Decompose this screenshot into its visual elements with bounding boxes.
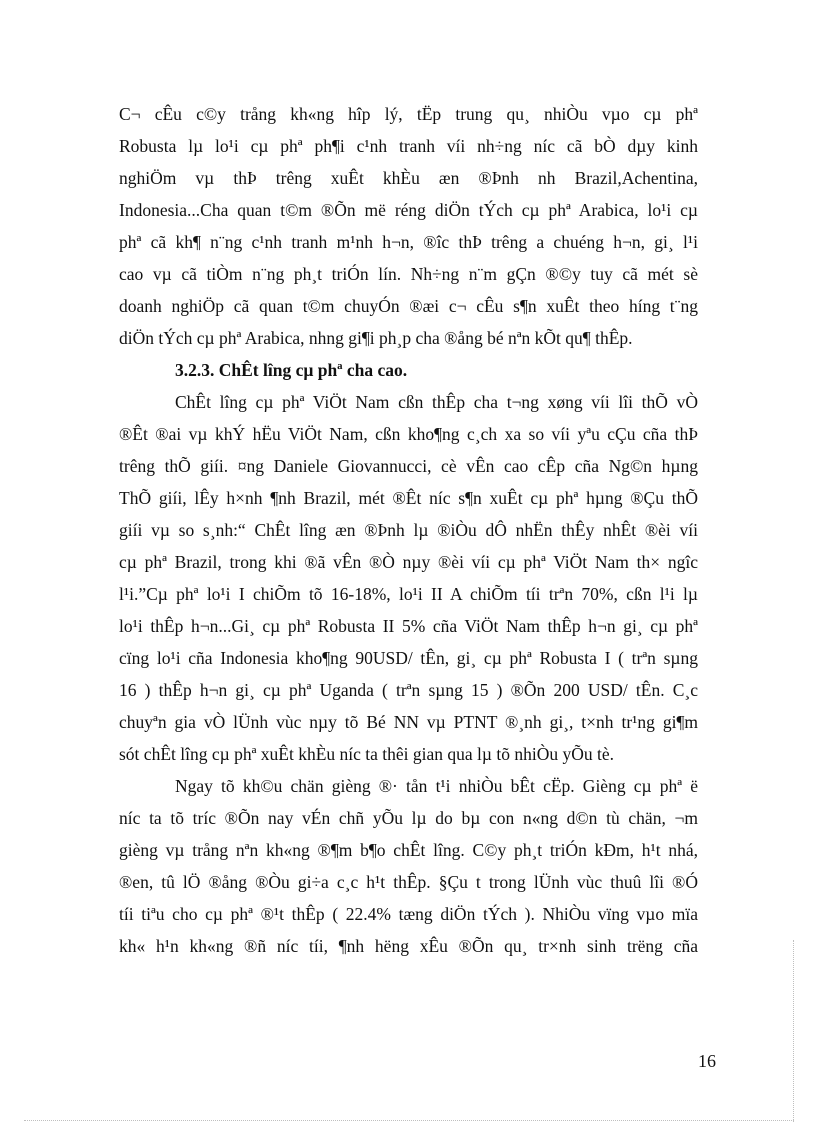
page-number: 16 [698,1051,716,1071]
text-line-3: nghiÖm vµ thÞ trêng xuÊt khÈu æn ®Þnh nh Brazil,Achentina, [119,168,698,188]
text-line-21: sót chÊt lîng cµ phª xuÊt khÈu níc ta thêi gian qua lµ tõ nhiÒu yÕu tè. [119,744,614,764]
text-line-5: phª cã kh¶ n¨ng c¹nh tranh m¹nh h¬n, ®îc thÞ trêng a chuéng h¬n, gi¸ l¹i [119,232,698,252]
text-line-16: l¹i.”Cµ phª lo¹i I chiÕm tõ 16-18%, lo¹i II A chiÕm tíi trªn 70%, cßn l¹i lµ [119,584,698,604]
text-line-18: cïng lo¹i cña Indonesia kho¶ng 90USD/ tÊn, gi¸ cµ phª Robusta I ( trªn sµng [119,648,698,668]
text-line-4: Indonesia...Cha quan t©m ®Õn më réng diÖn tÝch cµ phª Arabica, lo¹i cµ [119,200,698,220]
text-line-14: giíi vµ so s¸nh:“ ChÊt lîng æn ®Þnh lµ ®iÒu dÔ nhËn thÊy nhÊt ®èi víi [119,520,698,540]
text-line-15: cµ phª Brazil, trong khi ®ã vÊn ®Ò nµy ®èi víi cµ phª ViÖt Nam th× ngîc [119,552,698,572]
text-line-22: Ngay tõ kh©u chän gièng ®· tån t¹i nhiÒu bÊt cËp. Gièng cµ phª ë [175,776,698,796]
text-line-8: diÖn tÝch cµ phª Arabica, nhng gi¶i ph¸p cha ®ång bé nªn kÕt qu¶ thÊp. [119,328,633,348]
text-line-6: cao vµ cã tiÒm n¨ng ph¸t triÓn lín. Nh÷ng n¨m gÇn ®©y tuy cã mét sè [119,264,698,284]
text-line-25: ®en, tû lÖ ®ång ®Òu gi÷a c¸c h¹t thÊp. §Çu t trong lÜnh vùc thuû lîi ®Ó [119,872,698,892]
text-line-27: kh« h¹n kh«ng ®ñ níc tíi, ¶nh hëng xÊu ®Õn qu¸ tr×nh sinh trëng cña [119,936,698,956]
page-bottom-rule [24,1120,794,1121]
text-line-23: níc ta tõ tríc ®Õn nay vÉn chñ yÕu lµ do bµ con n«ng d©n tù chän, ¬m [119,808,698,828]
text-line-2: Robusta lµ lo¹i cµ phª ph¶i c¹nh tranh víi nh÷ng níc cã bÒ dµy kinh [119,136,698,156]
text-line-17: lo¹i thÊp h¬n...Gi¸ cµ phª Robusta II 5% cña ViÖt Nam thÊp h¬n gi¸ cµ phª [119,616,698,636]
text-line-20: chuyªn gia vÒ lÜnh vùc nµy tõ Bé NN vµ PTNT ®¸nh gi¸, t×nh tr¹ng gi¶m [119,712,698,732]
text-line-1: C¬ cÊu c©y trång kh«ng hîp lý, tËp trung qu¸ nhiÒu vµo cµ phª [119,104,698,124]
text-line-12: trêng thÕ giíi. ¤ng Daniele Giovannucci, cè vÊn cao cÊp cña Ng©n hµng [119,456,698,476]
text-line-13: ThÕ giíi, lÊy h×nh ¶nh Brazil, mét ®Êt níc s¶n xuÊt cµ phª hµng ®Çu thÕ [119,488,698,508]
text-line-7: doanh nghiÖp cã quan t©m chuyÓn ®æi c¬ cÊu s¶n xuÊt theo híng t¨ng [119,296,698,316]
text-line-19: 16 ) thÊp h¬n gi¸ cµ phª Uganda ( trªn sµng 15 ) ®Õn 200 USD/ tÊn. C¸c [119,680,698,700]
text-line-10: ChÊt lîng cµ phª ViÖt Nam cßn thÊp cha t¬ng xøng víi lîi thÕ vÒ [175,392,698,412]
text-line-11: ®Êt ®ai vµ khÝ hËu ViÖt Nam, cßn kho¶ng c¸ch xa so víi yªu cÇu cña thÞ [119,424,698,444]
page-right-rule [793,940,794,1122]
section-heading: 3.2.3. ChÊt lîng cµ phª cha cao. [175,360,408,380]
text-line-26: tíi tiªu cho cµ phª ®¹t thÊp ( 22.4% tæng diÖn tÝch ). NhiÒu vïng vµo mïa [119,904,698,924]
text-line-24: gièng vµ trång nªn kh«ng ®¶m b¶o chÊt lîng. C©y ph¸t triÓn kÐm, h¹t nhá, [119,840,698,860]
